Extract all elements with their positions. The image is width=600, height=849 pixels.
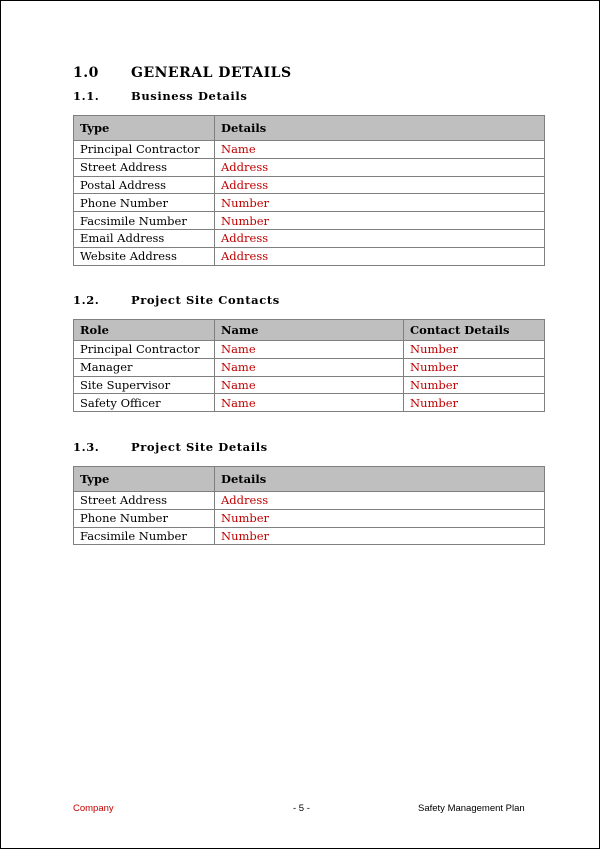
table-header-row bbox=[74, 467, 545, 492]
type-cell: Principal Contractor bbox=[74, 141, 215, 159]
site-details-table bbox=[73, 466, 545, 545]
table-row bbox=[74, 176, 545, 194]
site-contacts-table bbox=[73, 319, 545, 412]
role-cell: Site Supervisor bbox=[74, 376, 215, 394]
role-cell: Safety Officer bbox=[74, 394, 215, 412]
column-header-contact-details: Contact Details bbox=[404, 320, 545, 341]
role-cell: Manager bbox=[74, 358, 215, 376]
column-header-details: Details bbox=[215, 467, 545, 492]
section-heading bbox=[73, 65, 292, 81]
table-header-row bbox=[74, 320, 545, 341]
table-row bbox=[74, 358, 545, 376]
table-row bbox=[74, 341, 545, 359]
table-row bbox=[74, 141, 545, 159]
table-row bbox=[74, 247, 545, 265]
contact-cell: Number bbox=[404, 358, 545, 376]
name-cell: Name bbox=[215, 341, 404, 359]
details-cell: Number bbox=[215, 527, 545, 545]
site-details-heading bbox=[73, 440, 268, 454]
column-header-type: Type bbox=[74, 116, 215, 141]
table-row bbox=[74, 376, 545, 394]
type-cell: Postal Address bbox=[74, 176, 215, 194]
business-details-heading bbox=[73, 89, 247, 103]
column-header-type: Type bbox=[74, 467, 215, 492]
site-contacts-title: Project Site Contacts bbox=[131, 293, 280, 307]
site-contacts-number: 1.2. bbox=[73, 293, 100, 307]
contact-cell: Number bbox=[404, 376, 545, 394]
business-details-table bbox=[73, 115, 545, 266]
details-cell: Address bbox=[215, 492, 545, 510]
table-row bbox=[74, 394, 545, 412]
table-row bbox=[74, 527, 545, 545]
type-cell: Street Address bbox=[74, 492, 215, 510]
details-cell: Number bbox=[215, 212, 545, 230]
business-details-number: 1.1. bbox=[73, 89, 100, 103]
type-cell: Facsimile Number bbox=[74, 212, 215, 230]
footer-page-number: - 5 - bbox=[293, 803, 310, 814]
table-row bbox=[74, 492, 545, 510]
footer-company: Company bbox=[73, 803, 114, 814]
details-cell: Number bbox=[215, 509, 545, 527]
table-row bbox=[74, 194, 545, 212]
section-title: GENERAL DETAILS bbox=[131, 65, 292, 81]
type-cell: Email Address bbox=[74, 229, 215, 247]
contact-cell: Number bbox=[404, 341, 545, 359]
table-row bbox=[74, 509, 545, 527]
business-details-title: Business Details bbox=[131, 89, 248, 103]
table-row bbox=[74, 158, 545, 176]
type-cell: Phone Number bbox=[74, 194, 215, 212]
column-header-role: Role bbox=[74, 320, 215, 341]
details-cell: Address bbox=[215, 247, 545, 265]
column-header-name: Name bbox=[215, 320, 404, 341]
role-cell: Principal Contractor bbox=[74, 341, 215, 359]
type-cell: Phone Number bbox=[74, 509, 215, 527]
table-header-row bbox=[74, 116, 545, 141]
name-cell: Name bbox=[215, 376, 404, 394]
name-cell: Name bbox=[215, 358, 404, 376]
footer-document-title: Safety Management Plan bbox=[418, 803, 525, 814]
column-header-details: Details bbox=[215, 116, 545, 141]
details-cell: Address bbox=[215, 176, 545, 194]
table-row bbox=[74, 229, 545, 247]
details-cell: Address bbox=[215, 229, 545, 247]
name-cell: Name bbox=[215, 394, 404, 412]
site-contacts-heading bbox=[73, 293, 280, 307]
site-details-title: Project Site Details bbox=[131, 440, 268, 454]
type-cell: Website Address bbox=[74, 247, 215, 265]
site-details-number: 1.3. bbox=[73, 440, 100, 454]
type-cell: Facsimile Number bbox=[74, 527, 215, 545]
section-number: 1.0 bbox=[73, 65, 99, 81]
table-row bbox=[74, 212, 545, 230]
type-cell: Street Address bbox=[74, 158, 215, 176]
details-cell: Number bbox=[215, 194, 545, 212]
contact-cell: Number bbox=[404, 394, 545, 412]
details-cell: Address bbox=[215, 158, 545, 176]
details-cell: Name bbox=[215, 141, 545, 159]
